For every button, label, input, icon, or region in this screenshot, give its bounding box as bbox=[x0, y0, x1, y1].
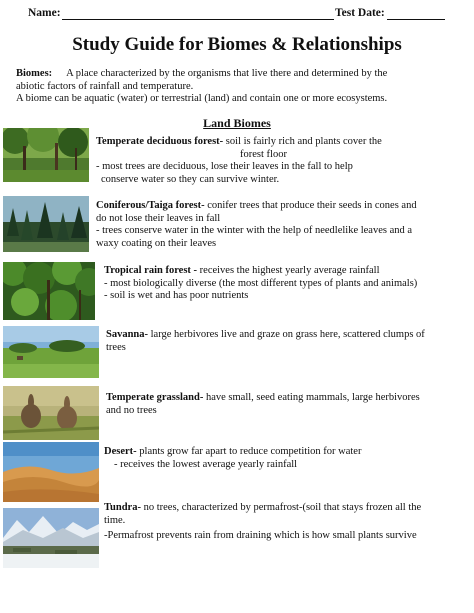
biome-name: Tropical rain forest - bbox=[104, 265, 198, 276]
biome-name: Savanna- bbox=[106, 329, 149, 340]
biome-desc: plants grow far apart to reduce competition for water bbox=[136, 446, 362, 457]
biome-desc: - most biologically diverse (the most different types of plants and animals) bbox=[104, 277, 418, 289]
biome-temperate-grassland bbox=[106, 392, 420, 417]
biome-desc: trees bbox=[106, 341, 126, 353]
taiga-photo bbox=[3, 196, 89, 252]
biome-desc: - receives the lowest average yearly rainfall bbox=[114, 458, 298, 470]
rainforest-photo bbox=[3, 262, 95, 320]
biome-desc: do not lose their leaves in fall bbox=[96, 212, 221, 224]
grassland-photo bbox=[3, 386, 99, 440]
biome-temperate-deciduous bbox=[96, 136, 382, 186]
biome-coniferous-taiga bbox=[96, 200, 417, 250]
biome-desc: no trees, characterized by permafrost-(soil that stays frozen all the bbox=[140, 502, 422, 513]
biome-name: Temperate grassland- bbox=[106, 392, 204, 403]
biome-desc: time. bbox=[104, 514, 126, 526]
forest-photo bbox=[3, 128, 89, 182]
savanna-photo bbox=[3, 326, 99, 378]
definition-line-3: A biome can be aquatic (water) or terrestrial (land) and contain one or more ecosystems. bbox=[16, 93, 388, 104]
definition-text-1: A place characterized by the organisms that live there and determined by the bbox=[66, 68, 388, 79]
definition-line-2: abiotic factors of rainfall and temperature. bbox=[16, 80, 194, 92]
biomes-term: Biomes: bbox=[16, 68, 53, 79]
biome-desc: conifer trees that produce their seeds in cones and bbox=[204, 200, 417, 211]
biome-desert bbox=[104, 446, 361, 471]
biome-savanna bbox=[106, 329, 425, 354]
test-date-label: Test Date: bbox=[335, 7, 385, 19]
biome-desc: receives the highest yearly average rainfall bbox=[197, 265, 380, 276]
biome-name: Temperate deciduous forest- bbox=[96, 136, 224, 147]
biome-name: Tundra- bbox=[104, 502, 141, 513]
page-title: Study Guide for Biomes & Relationships bbox=[72, 34, 402, 55]
desert-photo bbox=[3, 442, 99, 502]
biome-tropical-rainforest bbox=[104, 265, 417, 303]
definition-line-1 bbox=[16, 68, 461, 81]
biome-desc: and no trees bbox=[106, 404, 157, 416]
biome-desc: conserve water so they can survive winter. bbox=[101, 173, 280, 185]
tundra-photo bbox=[3, 508, 99, 568]
biome-name: Coniferous/Taiga forest- bbox=[96, 200, 205, 211]
biome-desc: forest floor bbox=[240, 148, 287, 160]
biomes-definition bbox=[16, 68, 461, 106]
biome-desc: - soil is wet and has poor nutrients bbox=[104, 290, 249, 301]
biome-desc: waxy coating on their leaves bbox=[96, 237, 217, 249]
biome-desc: large herbivores live and graze on grass here, scattered clumps of bbox=[148, 329, 425, 340]
biome-tundra bbox=[104, 502, 421, 543]
test-date-line[interactable] bbox=[387, 9, 445, 20]
biome-desc: -Permafrost prevents rain from draining which is how small plants survive bbox=[104, 530, 417, 541]
section-title: Land Biomes bbox=[203, 116, 271, 130]
biome-desc: have small, seed eating mammals, large herbivores bbox=[203, 392, 420, 403]
biome-desc: - trees conserve water in the winter with the help of needlelike leaves and a bbox=[96, 225, 413, 236]
name-label: Name: bbox=[28, 7, 61, 19]
name-line[interactable] bbox=[62, 9, 334, 20]
biome-desc: soil is fairly rich and plants cover the bbox=[223, 136, 382, 147]
biome-name: Desert- bbox=[104, 446, 137, 457]
biome-desc: - most trees are deciduous, lose their leaves in the fall to help bbox=[96, 161, 353, 172]
